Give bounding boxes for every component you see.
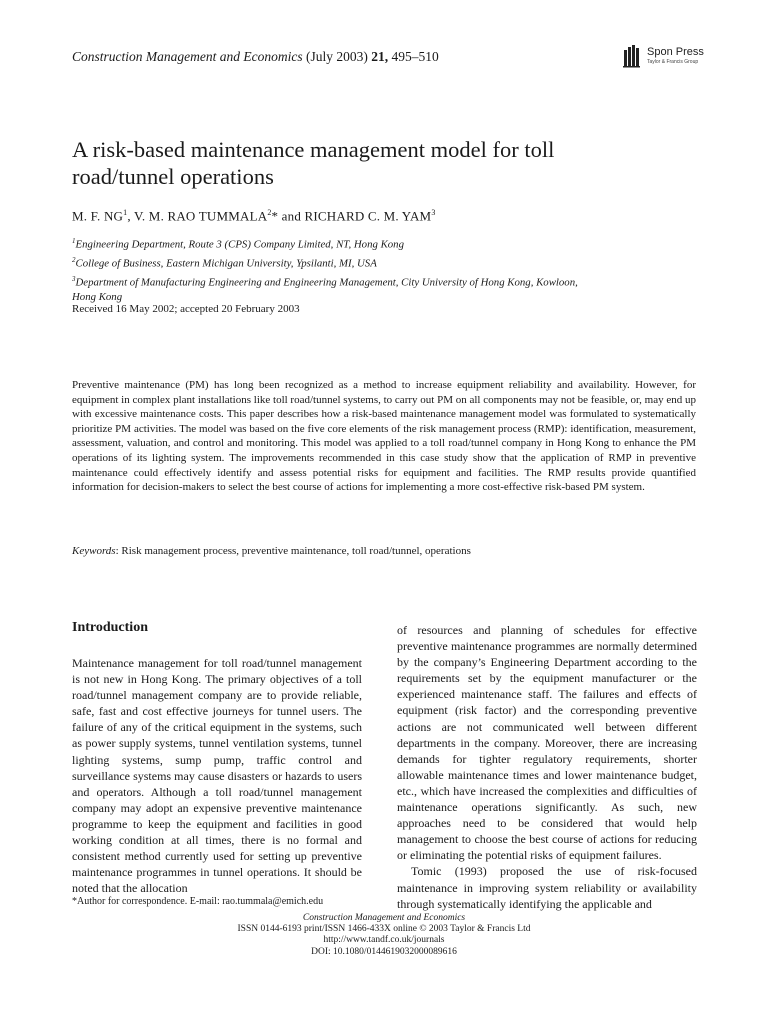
journal-name: Construction Management and Economics: [72, 49, 303, 64]
publisher-name: Spon Press: [647, 46, 704, 58]
author-2-affiliation-mark: 2: [267, 208, 272, 217]
footer-doi: DOI: 10.1080/0144619032000089616: [311, 946, 457, 957]
body-paragraph: Tomic (1993) proposed the use of risk-focused maintenance in improving system reliability or availability through systematically identifying the applicable and: [397, 864, 697, 911]
author-list: [72, 208, 436, 224]
keywords-label: Keywords: [72, 545, 116, 557]
author-separator: ,: [127, 208, 134, 224]
keywords-text: : Risk management process, preventive maintenance, toll road/tunnel, operations: [115, 545, 471, 557]
publisher-subtitle: Taylor & Francis Group: [647, 59, 699, 65]
correspondence-footnote: *Author for correspondence. E-mail: rao.tummala@emich.edu: [72, 896, 324, 907]
affiliation-text: College of Business, Eastern Michigan University, Ypsilanti, MI, USA: [75, 257, 377, 270]
body-column-left: Maintenance management for toll road/tunnel management is not new in Hong Kong. The primary objectives of a toll road/tunnel management company are to provide reliable, safe, fast and cost effective journeys for tunnel users. The failure of any of the critical equipment in the systems, such as power supply systems, tunnel ventilation systems, tunnel lighting systems, sump pump, traffic control and surveillance systems may cause disasters or hazards to users and operators. Although a toll road/tunnel management company may adopt an expensive preventive maintenance programme to keep the equipment and facilities in good working condition at all times, there is no formal and consistent method currently used for setting up preventive maintenance programmes in tunnel operations. It should be noted that the allocation: [72, 656, 362, 896]
affiliation-2: [72, 253, 592, 272]
corresponding-author-mark: *: [271, 208, 279, 224]
author-separator: and: [278, 208, 305, 224]
volume-number: 21,: [371, 49, 389, 64]
author-1-affiliation-mark: 1: [123, 208, 128, 217]
affiliation-number: 1: [72, 237, 76, 245]
journal-header: [72, 49, 439, 65]
affiliation-1: [72, 234, 592, 253]
article-title: A risk-based maintenance management model for toll road/tunnel operations: [72, 137, 555, 189]
book-stack-icon: [623, 44, 643, 68]
page-range: 495–510: [391, 49, 439, 64]
author-3: RICHARD C. M. YAM: [304, 208, 432, 224]
page-footer: [0, 913, 768, 958]
affiliation-text: Department of Manufacturing Engineering and Engineering Management, City University of Hong Kong, Kowloon, Hong Kong: [72, 276, 578, 304]
affiliation-text: Engineering Department, Route 3 (CPS) Company Limited, NT, Hong Kong: [75, 238, 404, 251]
abstract: Preventive maintenance (PM) has long been recognized as a method to increase equipment reliability and availability. However, for equipment in complex plant installations like toll road/tunnel systems, to carry out PM on all components may not be feasible, or, may end up with excessive maintenance costs. This paper describes how a risk-based maintenance management model was formulated to systematically prioritize PM activities. The model was based on the five core elements of the risk management process (RMP): identification, measurement, assessment, valuation, and control and monitoring. This model was applied to a toll road/tunnel company in Hong Kong to enhance the PM operations of its lighting system. The improvements recommended in this case study show that the application of RMP in preventive maintenance could effectively identify and assess potential risks for equipment and facilities. The RMP results provide quantified information for decision-makers to select the best course of actions for implementing a more cost-effective risk-based PM system.: [72, 379, 696, 494]
issue-date: (July 2003): [305, 49, 368, 64]
author-2: V. M. RAO TUMMALA: [134, 208, 268, 224]
affiliation-number: 2: [72, 255, 76, 264]
footer-journal: Construction Management and Economics: [302, 913, 466, 923]
author-1: M. F. NG: [72, 208, 124, 224]
received-dates: Received 16 May 2002; accepted 20 February 2003: [72, 303, 300, 315]
section-heading-introduction: Introduction: [72, 620, 148, 635]
affiliations: [72, 234, 592, 306]
author-3-affiliation-mark: 3: [431, 208, 436, 217]
keywords: [72, 545, 471, 557]
body-paragraph: of resources and planning of schedules for effective preventive maintenance programmes are normally determined by the company’s Engineering Department according to the requirements set by the equipment manufacturer or the experienced maintenance staff. The failures and effects of equipment (risk factor) and the corresponding preventive actions are not communicated well between different departments in the company. Moreover, there are increasing demands for tighter regulatory requirements, shorter allowable maintenance times and lower maintenance budget, etc., which have increased the complexities and difficulties of maintenance operations significantly. As such, new approaches need to be considered that would help management to choose the best course of actions for reducing or eliminating the potential risks of equipment failures.: [397, 623, 697, 863]
footer-issn: ISSN 0144-6193 print/ISSN 1466-433X online © 2003 Taylor & Francis Ltd: [237, 924, 531, 935]
affiliation-3: [72, 272, 592, 306]
affiliation-number: 3: [72, 274, 76, 283]
body-column-right: [397, 622, 697, 912]
footer-url: http://www.tandf.co.uk/journals: [323, 935, 445, 946]
publisher-logo: [623, 44, 723, 72]
